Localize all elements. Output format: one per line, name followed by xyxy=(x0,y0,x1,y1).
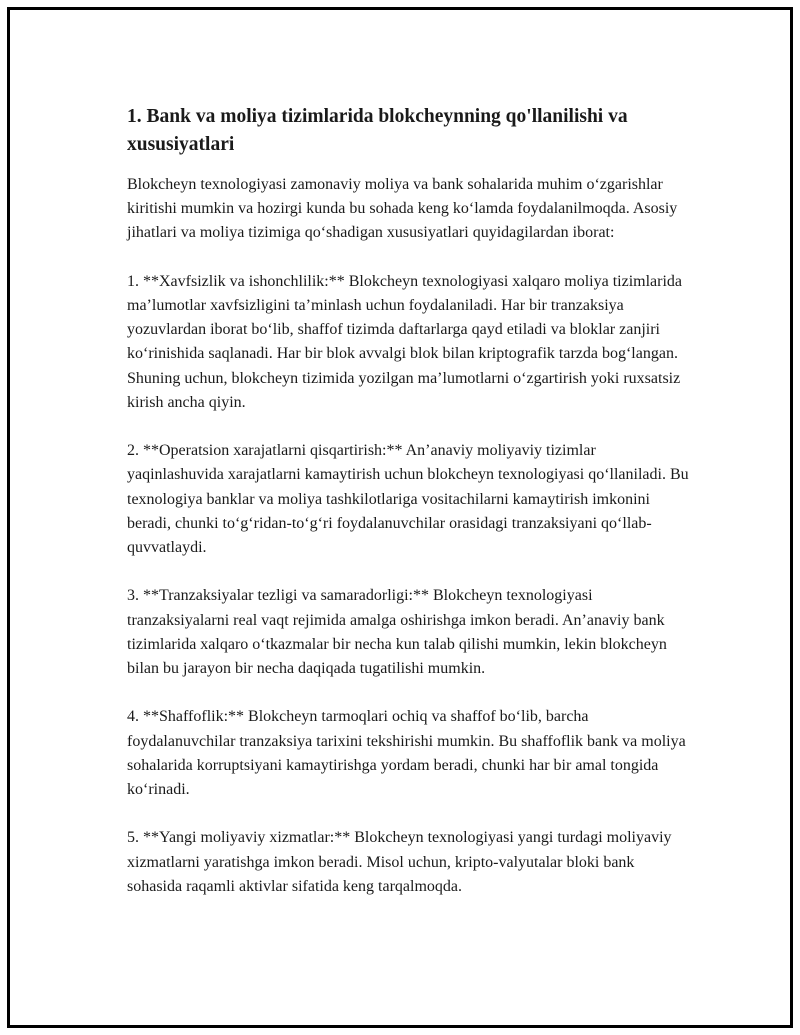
intro-paragraph: Blokcheyn texnologiyasi zamonaviy moliya va bank sohalarida muhim o‘zgarishlar kiritishi mumkin va hozirgi kunda bu sohada keng ko‘lamda foydalanilmoqda. Asosiy jihatlari va moliya tizimiga qo‘shadigan xususiyatlari quyidagilardan iborat: xyxy=(127,176,678,242)
paragraph-security: 1. **Xavfsizlik va ishonchlilik:** Blokcheyn texnologiyasi xalqaro moliya tizimlarida ma’lumotlar xavfsizligini ta’minlash uchun foydalaniladi. Har bir tranzaksiya yozuvlardan iborat bo‘lib, shaffof tizimda daftarlarga qayd etiladi va bloklar zanjiri ko‘rinishida saqlanadi. Har bir blok avvalgi blok bilan kriptografik tarzda bog‘langan. Shuning uchun, blokcheyn tizimida yozilgan ma’lumotlarni o‘zgartirish yoki ruxsatsiz kirish ancha qiyin. xyxy=(127,272,682,411)
paragraph-operational-costs: 2. **Operatsion xarajatlarni qisqartirish:** An’anaviy moliyaviy tizimlar yaqinlashuvida xarajatlarni kamaytirish uchun blokcheyn texnologiyasi qo‘llaniladi. Bu texnologiya banklar va moliya tashkilotlariga vositachilarni kamaytirish imkonini beradi, chunki to‘g‘ridan-to‘g‘ri foydalanuvchilar orasidagi tranzaksiyani qo‘llab-quvvatlaydi. xyxy=(127,442,689,557)
document-body xyxy=(127,103,692,923)
page-frame xyxy=(7,7,793,1028)
paragraph-transaction-speed: 3. **Tranzaksiyalar tezligi va samaradorligi:** Blokcheyn texnologiyasi tranzaksiyalarni real vaqt rejimida amalga oshirishga imkon beradi. An’anaviy bank tizimlarida xalqaro o‘tkazmalar bir necha kun talab qilishi mumkin, lekin blokcheyn bilan bu jarayon bir necha daqiqada tugatilishi mumkin. xyxy=(127,587,667,678)
section-heading: 1. Bank va moliya tizimlarida blokcheynning qo'llanilishi va xususiyatlari xyxy=(127,106,628,155)
paragraph-transparency: 4. **Shaffoflik:** Blokcheyn tarmoqlari ochiq va shaffof bo‘lib, barcha foydalanuvchilar tranzaksiya tarixini tekshirishi mumkin. Bu shaffoflik bank va moliya sohalarida korruptsiyani kamaytirishga yordam beradi, chunki har bir amal tongida ko‘rinadi. xyxy=(127,708,686,799)
paragraph-new-services: 5. **Yangi moliyaviy xizmatlar:** Blokcheyn texnologiyasi yangi turdagi moliyaviy xizmatlarni yaratishga imkon beradi. Misol uchun, kripto-valyutalar bloki bank sohasida raqamli aktivlar sifatida keng tarqalmoqda. xyxy=(127,829,672,895)
